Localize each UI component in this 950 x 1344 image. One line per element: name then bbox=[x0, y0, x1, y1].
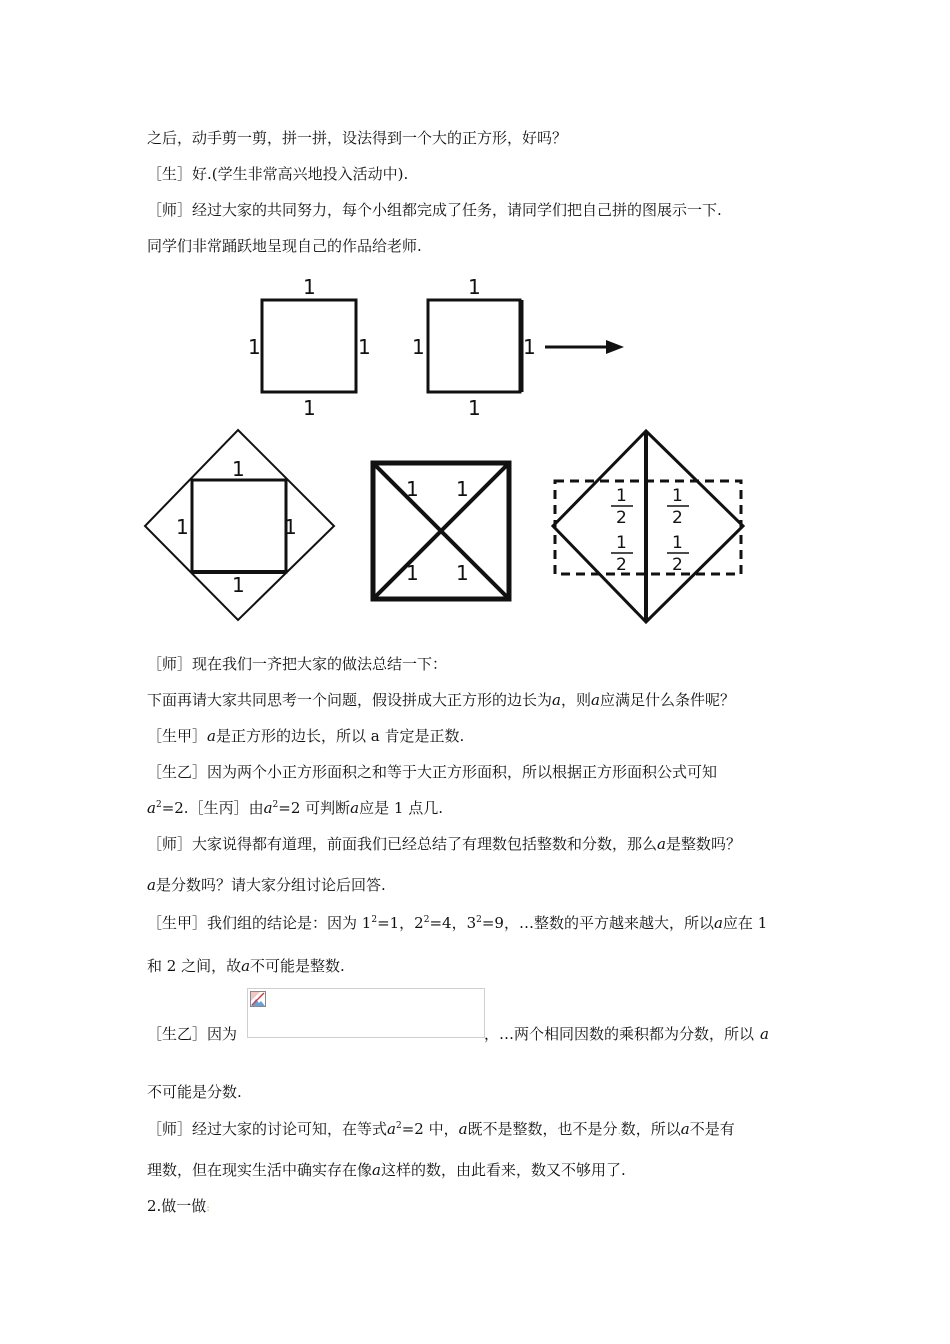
label-bottom-2: 1 bbox=[468, 396, 481, 420]
label-top-1: 1 bbox=[303, 275, 316, 299]
figure-bottom-left bbox=[142, 428, 338, 624]
figure-bottom-middle bbox=[370, 460, 512, 602]
text-line-6: 下面再请大家共同思考一个问题，假设拼成大正方形的边长为a，则a应满足什么条件呢？ bbox=[147, 691, 735, 709]
frac-bl-num: 1 bbox=[616, 533, 627, 553]
frac-br-den: 2 bbox=[672, 555, 683, 575]
broken-image-placeholder bbox=[247, 988, 485, 1038]
text-line-15: 不可能是分数. bbox=[147, 1083, 242, 1101]
diamond-label-left: 1 bbox=[176, 515, 189, 539]
frac-tr-den: 2 bbox=[672, 508, 683, 528]
text-line-7: ［生甲］a是正方形的边长，所以 a 肯定是正数. bbox=[147, 727, 465, 745]
frac-bl-den: 2 bbox=[616, 555, 627, 575]
square-1 bbox=[262, 300, 356, 392]
frac-tl-num: 1 bbox=[616, 486, 627, 506]
diamond-label-top: 1 bbox=[232, 457, 245, 481]
figure-bottom-right bbox=[548, 428, 748, 626]
text-line-1: 之后，动手剪一剪，拼一拼，设法得到一个大的正方形，好吗？ bbox=[147, 129, 568, 147]
x-label-tl: 1 bbox=[406, 477, 419, 501]
text-line-5: ［师］现在我们一齐把大家的做法总结一下： bbox=[147, 655, 448, 673]
text-line-8: ［生乙］因为两个小正方形面积之和等于大正方形面积，所以根据正方形面积公式可知 bbox=[147, 763, 718, 781]
text-line-2: ［生］好.(学生非常高兴地投入活动中). bbox=[147, 165, 409, 183]
label-right-1: 1 bbox=[358, 335, 371, 359]
text-line-10: ［师］大家说得都有道理，前面我们已经总结了有理数包括整数和分数，那么a是整数吗？ bbox=[147, 835, 741, 853]
x-label-bl: 1 bbox=[406, 561, 419, 585]
diamond-label-right: 1 bbox=[284, 515, 297, 539]
figure-top-row bbox=[240, 270, 640, 422]
label-top-2: 1 bbox=[468, 275, 481, 299]
frac-br-num: 1 bbox=[672, 533, 683, 553]
text-line-17: 理数，但在现实生活中确实存在像a这样的数，由此看来，数又不够用了. bbox=[147, 1161, 626, 1179]
text-line-12: ［生甲］我们组的结论是：因为 $1^2=1$，$2^2=4$，$3^2=9$，…整数的平方越来越大，所以a应在 1 bbox=[147, 914, 768, 932]
label-left-2: 1 bbox=[412, 335, 425, 359]
label-bottom-1: 1 bbox=[303, 396, 316, 420]
arrow-head bbox=[606, 340, 624, 354]
frac-tr-num: 1 bbox=[672, 486, 683, 506]
text-line-9: $a^2=2.[$生丙］由$a^2=2$ 可判断a应是 1 点几. bbox=[147, 799, 443, 817]
label-left-1: 1 bbox=[248, 335, 261, 359]
frac-tl-den: 2 bbox=[616, 508, 627, 528]
text-line-14: ［生乙］因为 bbox=[147, 1025, 238, 1043]
text-line-18: 2.做一做: bbox=[147, 1197, 210, 1215]
diamond-label-bottom: 1 bbox=[232, 573, 245, 597]
inner-square bbox=[192, 480, 286, 572]
text-line-11: a是分数吗？请大家分组讨论后回答. bbox=[147, 876, 386, 894]
broken-image-icon bbox=[250, 991, 266, 1007]
label-right-2: 1 bbox=[523, 335, 536, 359]
square-2 bbox=[428, 300, 520, 392]
x-label-tr: 1 bbox=[456, 477, 469, 501]
text-line-13: 和 2 之间，故a不可能是整数. bbox=[147, 957, 345, 975]
text-line-14b: ，…两个相同因数的乘积都为分数，所以 a bbox=[484, 1025, 769, 1043]
text-line-4: 同学们非常踊跃地呈现自己的作品给老师. bbox=[147, 237, 422, 255]
text-line-16: ［师］经过大家的讨论可知，在等式$a^2=2$ 中，a既不是整数，也不是分.数，所以a不是有 bbox=[147, 1120, 735, 1138]
x-label-br: 1 bbox=[456, 561, 469, 585]
text-line-3: ［师］经过大家的共同努力，每个小组都完成了任务，请同学们把自己拼的图展示一下. bbox=[147, 201, 722, 219]
